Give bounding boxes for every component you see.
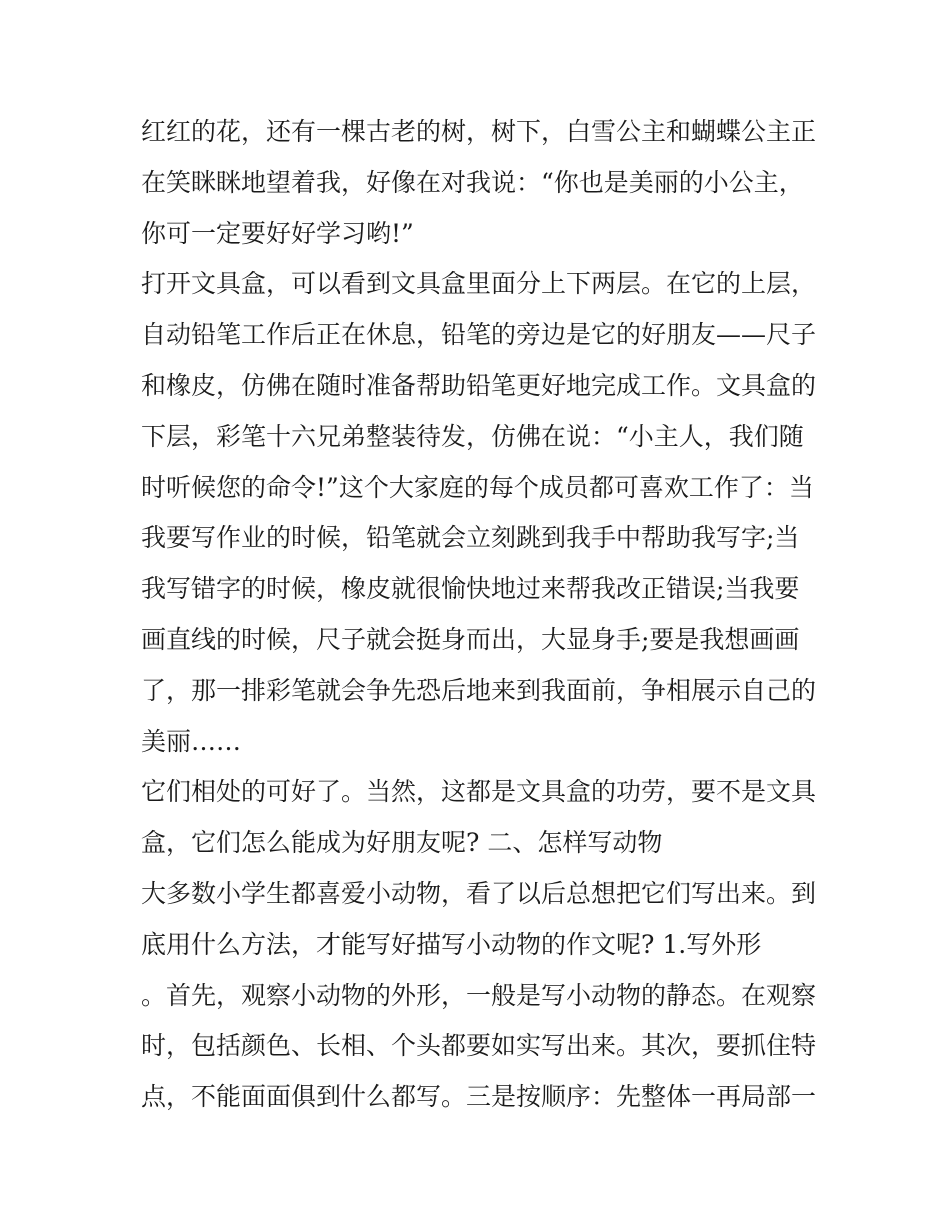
text-line: 时听候您的命令!”这个大家庭的每个成员都可喜欢工作了：当 xyxy=(141,472,814,502)
text-line: 和橡皮，仿佛在随时准备帮助铅笔更好地完成工作。文具盒的 xyxy=(141,370,817,400)
text-line: 自动铅笔工作后正在休息，铅笔的旁边是它的好朋友——尺子 xyxy=(141,320,817,350)
text-line: 底用什么方法，才能写好描写小动物的作文呢? 1.写外形 xyxy=(141,929,762,959)
text-line: 了，那一排彩笔就会争先恐后地来到我面前，争相展示自己的 xyxy=(141,675,817,705)
text-line: 。首先，观察小动物的外形，一般是写小动物的静态。在观察 xyxy=(141,980,817,1010)
text-line: 你可一定要好好学习哟!” xyxy=(141,218,414,248)
text-line: 打开文具盒，可以看到文具盒里面分上下两层。在它的上层， xyxy=(141,269,817,299)
text-line: 大多数小学生都喜爱小动物，看了以后总想把它们写出来。到 xyxy=(141,878,817,908)
text-line: 在笑眯眯地望着我，好像在对我说：“你也是美丽的小公主， xyxy=(141,167,804,197)
text-line: 我要写作业的时候，铅笔就会立刻跳到我手中帮助我写字;当 xyxy=(141,523,800,553)
text-line: 画直线的时候，尺子就会挺身而出，大显身手;要是我想画画 xyxy=(141,624,800,654)
text-line: 下层，彩笔十六兄弟整装待发，仿佛在说：“小主人，我们随 xyxy=(141,421,804,451)
document-body xyxy=(141,107,821,1123)
text-line: 它们相处的可好了。当然，这都是文具盒的功劳，要不是文具 xyxy=(141,777,817,807)
text-line: 点，不能面面俱到什么都写。三是按顺序：先整体一再局部一 xyxy=(141,1082,817,1112)
text-line: 红红的花，还有一棵古老的树，树下，白雪公主和蝴蝶公主正 xyxy=(141,117,817,146)
text-line: 盒，它们怎么能成为好朋友呢? 二、怎样写动物 xyxy=(141,828,663,858)
text-line: 美丽…… xyxy=(141,726,242,756)
text-line: 时，包括颜色、长相、个头都要如实写出来。其次，要抓住特 xyxy=(141,1031,817,1061)
text-line: 我写错字的时候，橡皮就很愉快地过来帮我改正错误;当我要 xyxy=(141,574,800,604)
